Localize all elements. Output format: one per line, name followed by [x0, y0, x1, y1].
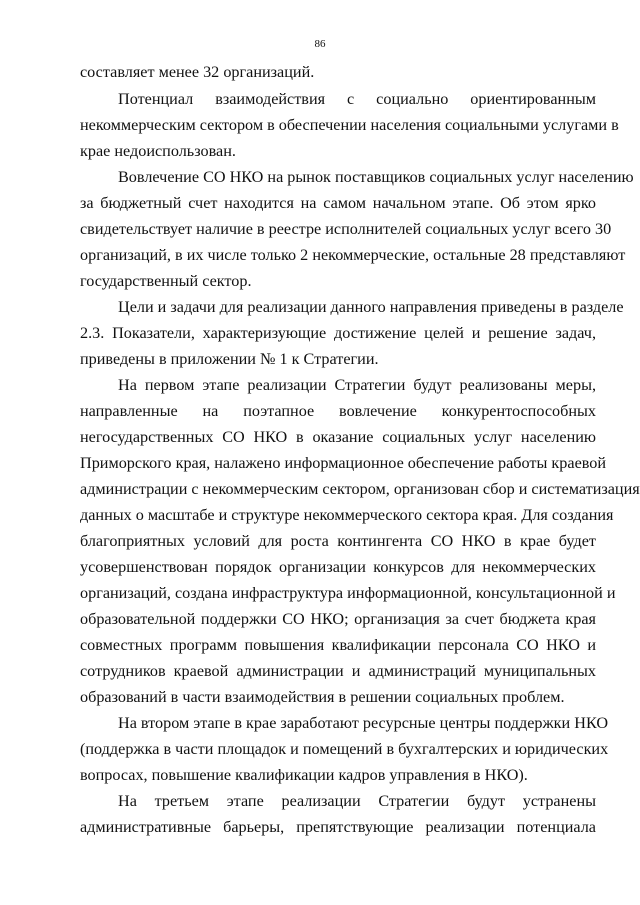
- text-line: благоприятных условий для роста контингента СО НКО в крае будет: [80, 532, 596, 550]
- text-line: за бюджетный счет находится на самом начальном этапе. Об этом ярко: [80, 194, 596, 212]
- text-line: негосударственных СО НКО в оказание социальных услуг населению: [80, 428, 596, 446]
- text-line: Приморского края, налажено информационное обеспечение работы краевой: [80, 454, 607, 472]
- text-line: На втором этапе в крае заработают ресурсные центры поддержки НКО: [118, 714, 609, 732]
- text-line: направленные на поэтапное вовлечение конкурентоспособных: [80, 402, 596, 420]
- text-line: составляет менее 32 организаций.: [80, 63, 315, 81]
- text-line: образовательной поддержки СО НКО; организация за счет бюджета края: [80, 610, 596, 628]
- text-line: данных о масштабе и структуре некоммерческого сектора края. Для создания: [80, 506, 614, 524]
- text-line: свидетельствует наличие в реестре исполнителей социальных услуг всего 30: [80, 220, 612, 238]
- text-line: крае недоиспользован.: [80, 142, 236, 160]
- text-line: На первом этапе реализации Стратегии будут реализованы меры,: [118, 376, 596, 394]
- text-line: администрации с некоммерческим сектором, организован сбор и систематизация: [80, 480, 640, 498]
- text-line: усовершенствован порядок организации конкурсов для некоммерческих: [80, 558, 596, 576]
- text-line: государственный сектор.: [80, 272, 252, 290]
- text-line: вопросах, повышение квалификации кадров управления в НКО).: [80, 766, 528, 784]
- text-line: образований в части взаимодействия в решении социальных проблем.: [80, 688, 565, 706]
- text-line: административные барьеры, препятствующие реализации потенциала: [80, 818, 596, 836]
- text-line: сотрудников краевой администрации и администраций муниципальных: [80, 662, 596, 680]
- text-line: (поддержка в части площадок и помещений в бухгалтерских и юридических: [80, 740, 609, 758]
- page-number: 86: [314, 38, 326, 50]
- text-line: некоммерческим сектором в обеспечении населения социальными услугами в: [80, 116, 619, 134]
- text-line: Вовлечение СО НКО на рынок поставщиков социальных услуг населению: [118, 168, 634, 186]
- text-line: Потенциал взаимодействия с социально ориентированным: [118, 90, 596, 108]
- text-line: организаций, в их числе только 2 некоммерческие, остальные 28 представляют: [80, 246, 626, 264]
- text-line: совместных программ повышения квалификации персонала СО НКО и: [80, 636, 596, 654]
- text-line: организаций, создана инфраструктура информационной, консультационной и: [80, 584, 616, 602]
- text-line: приведены в приложении № 1 к Стратегии.: [80, 350, 379, 368]
- text-line: На третьем этапе реализации Стратегии будут устранены: [118, 792, 596, 810]
- text-line: Цели и задачи для реализации данного направления приведены в разделе: [118, 298, 624, 316]
- text-line: 2.3. Показатели, характеризующие достижение целей и решение задач,: [80, 324, 596, 342]
